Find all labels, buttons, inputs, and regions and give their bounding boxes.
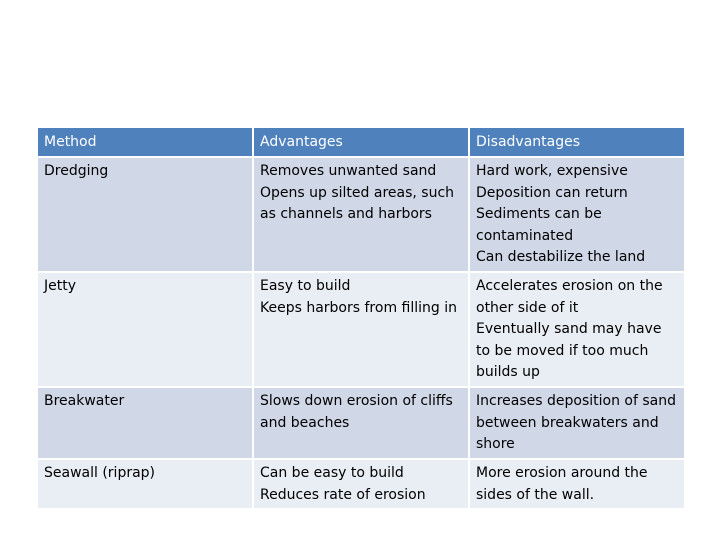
disadvantages-cell bbox=[469, 157, 685, 272]
method-cell: Seawall (riprap) bbox=[37, 459, 253, 509]
disadvantage-item: Deposition can return bbox=[476, 184, 628, 201]
disadvantages-cell bbox=[469, 272, 685, 387]
advantage-item: Keeps harbors from filling in bbox=[260, 299, 457, 316]
method-cell: Dredging bbox=[37, 157, 253, 272]
header-method: Method bbox=[37, 127, 253, 157]
disadvantage-item: Accelerates erosion on the other side of it bbox=[476, 278, 663, 316]
advantage-item: Easy to build bbox=[260, 278, 351, 294]
advantages-cell bbox=[253, 459, 469, 509]
advantage-item: Reduces rate of erosion bbox=[260, 486, 426, 503]
table-row-breakwater bbox=[37, 387, 685, 459]
table-header-row bbox=[37, 127, 685, 157]
header-disadvantages: Disadvantages bbox=[469, 127, 685, 157]
table-row-jetty bbox=[37, 272, 685, 387]
table-row-seawall bbox=[37, 459, 685, 509]
disadvantage-item: Sediments can be contaminated bbox=[476, 206, 602, 244]
advantage-item: Slows down erosion of cliffs and beaches bbox=[260, 393, 453, 431]
header-advantages: Advantages bbox=[253, 127, 469, 157]
erosion-methods-table-container bbox=[36, 126, 684, 510]
advantages-cell bbox=[253, 157, 469, 272]
disadvantage-item: Increases deposition of sand between breakwaters and shore bbox=[476, 393, 676, 453]
table-row-dredging bbox=[37, 157, 685, 272]
disadvantage-item: Hard work, expensive bbox=[476, 163, 628, 179]
disadvantages-cell bbox=[469, 387, 685, 459]
disadvantage-item: More erosion around the sides of the wall. bbox=[476, 465, 648, 503]
advantage-item: Can be easy to build bbox=[260, 465, 404, 481]
method-cell: Breakwater bbox=[37, 387, 253, 459]
advantages-cell bbox=[253, 272, 469, 387]
method-cell: Jetty bbox=[37, 272, 253, 387]
advantage-item: Removes unwanted sand bbox=[260, 163, 437, 179]
erosion-methods-table bbox=[36, 126, 686, 510]
disadvantages-cell bbox=[469, 459, 685, 509]
disadvantage-item: Can destabilize the land bbox=[476, 249, 646, 266]
disadvantage-item: Eventually sand may have to be moved if too much builds up bbox=[476, 321, 662, 381]
advantage-item: Opens up silted areas, such as channels and harbors bbox=[260, 184, 455, 223]
advantages-cell bbox=[253, 387, 469, 459]
